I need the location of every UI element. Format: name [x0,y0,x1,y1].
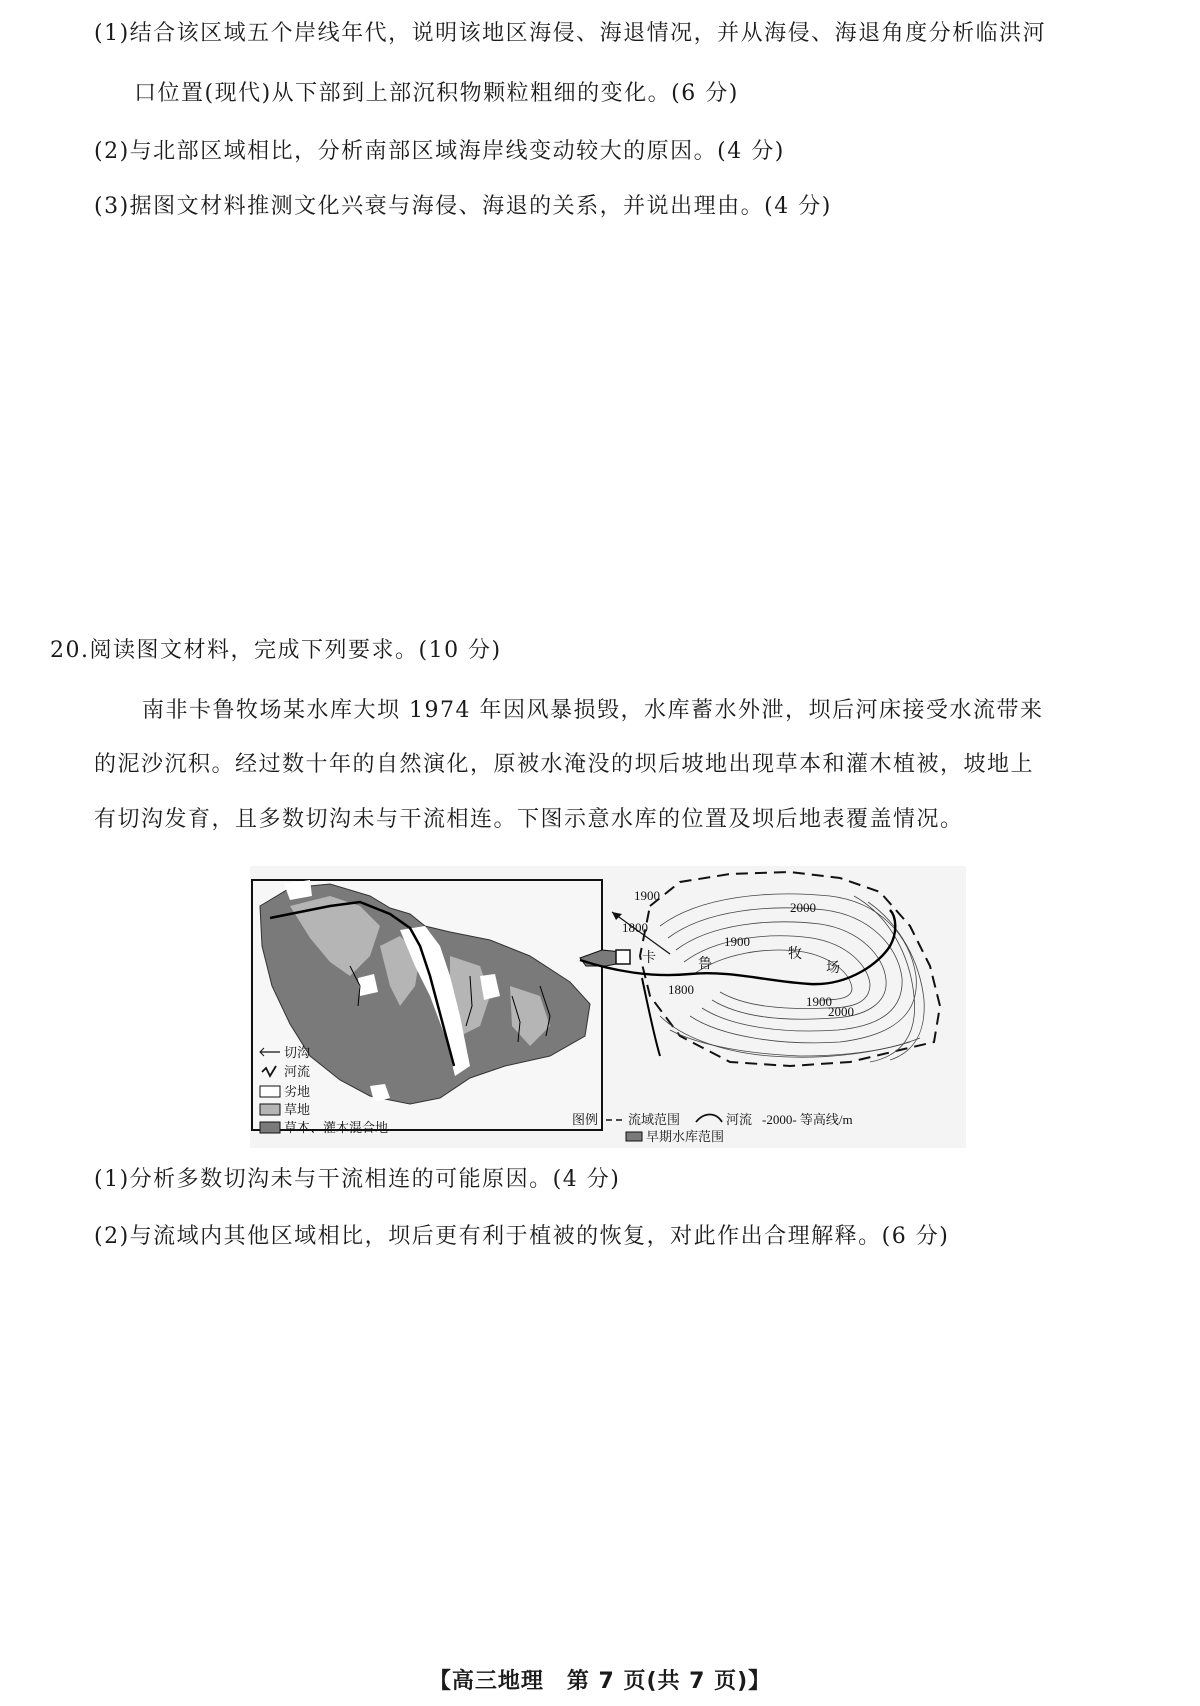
contour-label: 1800 [668,982,694,997]
place-char-4: 场 [826,961,840,976]
q20-para-line2: 的泥沙沉积。经过数十年的自然演化，原被水淹没的坝后坡地出现草本和灌木植被，坡地上 [94,752,1035,777]
place-char-3: 牧 [788,947,802,962]
reservoir-location-box [616,950,630,964]
legend-bare-item [260,1084,310,1099]
q19-sub1-line1: (1)结合该区域五个岸线年代，说明该地区海侵、海退情况，并从海侵、海退角度分析临洪河 [94,21,1047,46]
q20-para-line3: 有切沟发育，且多数切沟未与干流相连。下图示意水库的位置及坝后地表覆盖情况。 [94,807,964,832]
q19-sub3: (3)据图文材料推测文化兴衰与海侵、海退的关系，并说出理由。(4 分) [94,194,832,219]
q20-para-line1: 南非卡鲁牧场某水库大坝 1974 年因风暴损毁，水库蓄水外泄，坝后河床接受水流带来 [142,698,1044,723]
legend-mixed-item [260,1120,388,1135]
legend-grass-item [260,1102,310,1117]
legend-reservoir-label: 早期水库范围 [646,1129,725,1144]
legend-river-label: 河流 [284,1064,311,1079]
legend-river-label-right: 河流 [726,1112,753,1127]
contour-label: 1900 [806,994,832,1009]
place-char-1: 卡 [642,951,656,966]
contour-map [580,872,940,1066]
legend-grass-label: 草地 [284,1102,311,1117]
tributary-river [642,978,660,1056]
legend-contour-label: -2000- 等高线/m [762,1112,853,1127]
legend-bare-label: 劣地 [284,1084,311,1099]
legend-mixed-label: 草本、灌木混合地 [284,1120,389,1135]
q20-sub1: (1)分析多数切沟未与干流相连的可能原因。(4 分) [94,1167,621,1192]
page-footer: 【高三地理 第 7 页(共 7 页)】 [428,1669,772,1694]
contour-label: 1900 [724,934,750,949]
legend-basin-label: 流域范围 [628,1112,681,1127]
legend-title: 图例 [572,1112,599,1127]
contour-label: 1900 [634,888,660,903]
q19-sub2: (2)与北部区域相比，分析南部区域海岸线变动较大的原因。(4 分) [94,139,785,164]
contour-legend [572,1112,853,1144]
q20-heading: 20.阅读图文材料，完成下列要求。(10 分) [50,638,502,663]
contour-label: 2000 [790,900,816,915]
place-char-2: 鲁 [698,957,712,972]
q20-sub2: (2)与流域内其他区域相比，坝后更有利于植被的恢复，对此作出合理解释。(6 分) [94,1224,950,1249]
legend-gully-label: 切沟 [284,1045,311,1060]
reservoir-figure [250,866,966,1148]
q19-sub1-line2: 口位置(现代)从下部到上部沉积物颗粒粗细的变化。(6 分) [134,81,739,106]
contour-label: 1800 [622,920,648,935]
contour-label: 2000 [828,1004,854,1019]
